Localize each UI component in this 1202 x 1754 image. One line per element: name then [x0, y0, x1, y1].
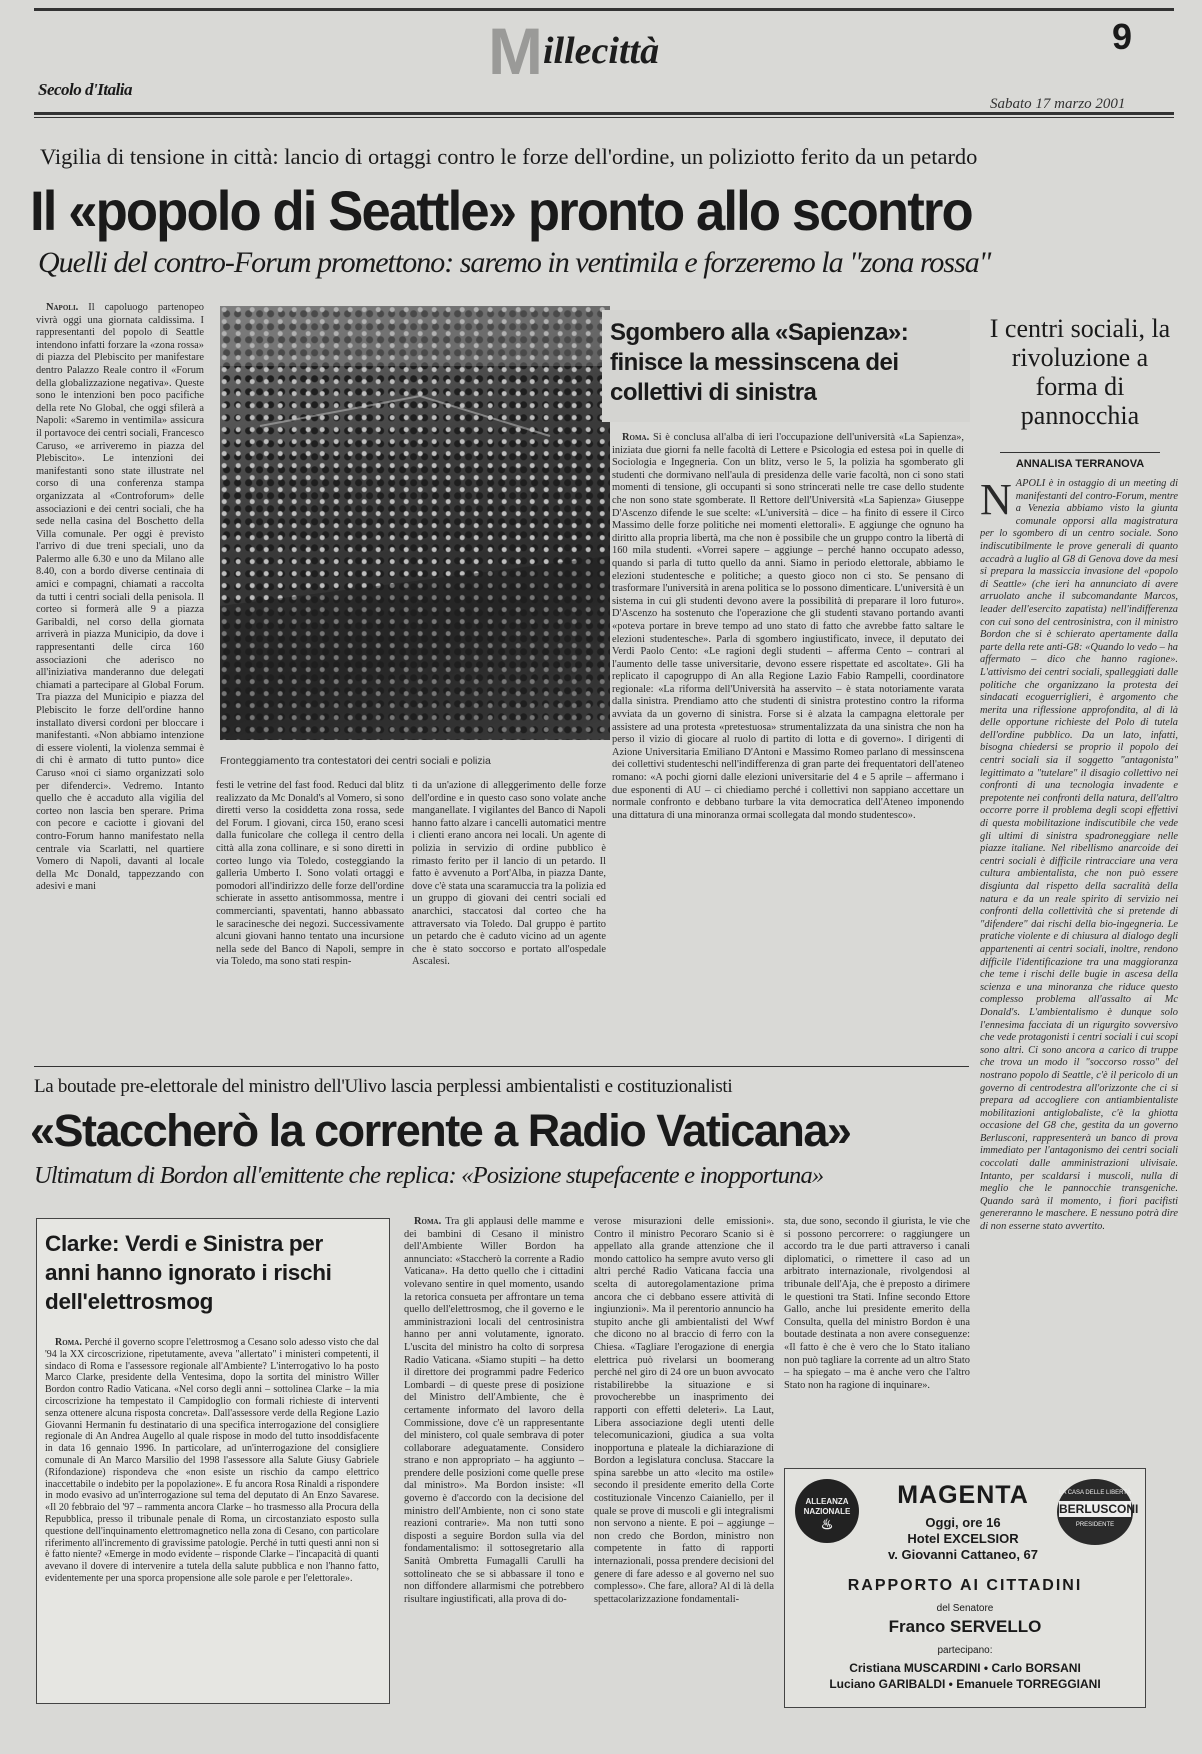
ad-venue: Hotel EXCELSIOR — [907, 1531, 1019, 1546]
section-title — [488, 14, 660, 88]
crowd-illustration — [220, 306, 610, 740]
ad-address: v. Giovanni Cattaneo, 67 — [887, 1547, 1039, 1562]
lead-column-2 — [216, 780, 404, 1054]
lead-body-3: ti da un'azione di alleggerimento delle forze dell'ordine e in questo caso sono volate anche manganellate. I vigilantes del Banco di Napoli hanno fatto alzare i cancelli automatici mentre i clienti erano ancora nei locali. Un agente di polizia in servizio di ordine pubblico è rimasto ferito per il lancio di un petardo. Il fatto è avvenuto a Port'Alba, in piazza Dante, dove c'è stata una scaramuccia tra la polizia ed un gruppo di giovani dei centri sociali ed anarchici, staccatosi dal corteo che ha attraversato via Toledo. Dal gruppo è partito un petardo che è caduto vicino ad un agente che è stato soccorso e portato all'ospedale Ascalesi. — [412, 780, 606, 968]
advertisement — [784, 1468, 1146, 1708]
lead-photo — [220, 306, 610, 740]
ad-when: Oggi, ore 16 — [925, 1515, 1001, 1530]
vaticana-body-2: verose misurazioni delle emissioni». Contro il ministro Pecoraro Scanio si è appellato alla grande attenzione che il mondo cattolico ha sempre avuto verso gli altri perché Radio Vaticana faccia una scelta di autoregolamentazione prima ancora che ci debbano essere attività di ingiunzioni». Ma il perentorio annuncio ha stupito anche gli ambientalisti del Wwf che dicono no al braccio di ferro con la Chiesa. «Tagliare l'erogazione di energia elettrica può rivelarsi un boomerang perché nel giro di 24 ore un buon avvocato ristabilirebbe la situazione e si provocherebbe un inasprimento dei rapporti con effetti deleteri». La Laut, Libera associazione degli utenti delle telecomunicazioni, giudica a sua volta inopportuna e plateale la dichiarazione di Bordon a legislatura conclusa. Staccare la spina sarebbe un atto «lecito ma ostile» secondo il presidente emerito della Corte costituzionale Vincenzo Caianiello, per il quale se prove di muscoli e gli integralismi non servono a niente. E poi – aggiunge – non credo che Bordon, ministro non competente in fatto di rapporti internazionali, possa prendere decisioni del genere di fare adesso e al governo nel suo complesso». Che fare, allora? Al di là della spettacolarizzazione fondamentali- — [594, 1216, 774, 1605]
section-letter: M — [488, 14, 543, 88]
vaticana-body-1: Tra gli applausi delle mamme e dei bambini di Cesano il ministro dell'Ambiente Willer Bordon ha annunciato: «Staccherò la corrente a Radio Vaticana». Ha detto quello che i cittadini volevano sentire in quel momento, usando la retorica consueta per affrontare un tema quello dell'elettrosmog, che il governo e le amministrazioni locali del centrosinistra hanno per anni volutamente, ignorato. L'uscita del ministro ha colto di sorpresa Radio Vaticana. «Siamo stupiti – ha detto il direttore dei programmi padre Federico Lombardi – di queste prese di posizione del Ministro dell'Ambiente, che è certamente informato del lavoro della Commissione, dove c'è un rappresentante del ministero, col quale sembrava di poter collaborare adeguatamente. Considero strano e non appropriato – ha aggiunto – prendere delle posizioni come quelle prese dal ministro». Ma Bordon insiste: «Il governo è d'accordo con la decisione del ministro dell'Ambiente, non ci sono state reazioni contrarie». Ma non tutti sono disposti a seguire Bordon sulla via del fondamentalismo: il sottosegretario alla Sanità Ombretta Fumagalli Carulli ha sottolineato che se si abbassare il tono e non diffondere allarmismi che potrebbero risultare ingiustificati, alla prova di do- — [404, 1216, 584, 1605]
lead-body-1: Il capoluogo partenopeo vivrà oggi una giornata caldissima. I rappresentanti del popolo di Seattle intendono infatti forzare la «zona rossa» di piazza del Plebiscito per manifestare dentro Palazzo Reale contro il «Forum della globalizzazione negativa». Queste sono le intenzioni ben poco pacifiche della rete No Global, che oggi sfilerà a Napoli: «Saremo in ventimila» assicura il portavoce dei centri sociali, Francesco Caruso, «e arriveremo in piazza del Plebiscito». Le intenzioni dei manifestanti sono state illustrate nel corso di una conferenza stampa organizzata al «Controforum» delle associazioni e dei centri sociali, che ha sede nella casina del Boschetto della Villa comunale. Per oggi è previsto l'arrivo di due treni speciali, uno da Palermo alle 6.30 e uno da Milano alle 8.40, con a bordo diverse centinaia di amici e compagni, chiamati a raccolta da tutti i centri sociali della penisola. Il corteo si formerà alle 9 a piazza Garibaldi, nel corso della giornata arriverà in piazza Municipio, da dove i rappresentanti delle circa 160 associazioni che aderisco no all'iniziativa manderanno due delegati chiamati a partecipare al Global Forum. Tra piazza del Municipio e piazza del Plebiscito le forze dell'ordine hanno installato diversi cordoni per bloccare i manifestanti. «Non abbiamo intenzione di essere violenti, la violenza semmai è di chi è armato di tutto punto» dice Caruso «noi ci siamo organizzati solo per difenderci». Vedremo. Intanto quello che è accaduto alla vigilia del corteo non lascia ben sperare. Prima con pecore e caciotte i giovani del contro-Forum hanno manifestato nella centrale via Scarlatti, nel quartiere Vomero di Napoli, davanti al locale della Mc Donald, tappezzando con adesivi e mani — [36, 302, 204, 893]
ad-participants-2: Luciano GARIBALDI • Emanuele TORREGGIANI — [829, 1677, 1101, 1691]
berlusconi-logo-name: BERLUSCONI — [1059, 1502, 1139, 1516]
an-logo-bottom: NAZIONALE — [803, 1507, 851, 1516]
ad-city: MAGENTA — [897, 1481, 1029, 1509]
elettrosmog-box — [36, 1218, 390, 1704]
elettrosmog-dateline: Roma. — [55, 1337, 82, 1348]
vaticana-subhead: Ultimatum di Bordon all'emittente che replica: «Posizione stupefacente e inopportuna» — [34, 1162, 824, 1189]
lead-column-1 — [36, 302, 204, 1054]
vaticana-dateline: Roma. — [414, 1216, 442, 1227]
elettrosmog-body-column — [45, 1337, 379, 1697]
ad-participants-1: Cristiana MUSCARDINI • Carlo BORSANI — [849, 1661, 1081, 1675]
masthead-rule-2 — [34, 117, 1174, 118]
mid-rule — [34, 1066, 969, 1067]
sapienza-dateline: Roma. — [622, 432, 650, 443]
berlusconi-logo-bottom: PRESIDENTE — [1075, 1522, 1115, 1528]
vaticana-column-1 — [404, 1216, 584, 1692]
lead-dateline: Napoli. — [46, 302, 79, 313]
lead-column-3 — [412, 780, 606, 1054]
editorial-rule — [1000, 452, 1160, 453]
ad-title: RAPPORTO AI CITTADINI — [847, 1577, 1083, 1594]
sapienza-body-column — [612, 432, 964, 1042]
top-rule — [34, 8, 1174, 11]
vaticana-headline: «Staccherò la corrente a Radio Vaticana» — [30, 1105, 851, 1156]
berlusconi-logo-top: LA CASA DELLE LIBERTÀ — [1059, 1490, 1131, 1496]
elettrosmog-body: Perché il governo scopre l'elettrosmog a Cesano solo adesso visto che dal '94 la XX circoscrizione, ripetutamente, aveva "allertato" i ministeri competenti, il sindaco di Roma e l'assessore regionale all'Ambiente? L'interrogativo lo ha posto Marco Clarke, presidente della Ventesima, dopo la sortita del ministro Willer Bordon contro Radio Vaticana. «Nel corso degli anni – sottolinea Clarke – la mia circoscrizione ha tempestato il Campidoglio con formali richieste di interventi senza ottenere alcuna risposta concreta». Dall'assessore verde della Regione Lazio Giovanni Hermanin fu destinatario di una specifica interrogazione del consigliere regionale di An Andrea Augello al quale rispose in modo del tutto insoddisfacente in data 16 gennaio 1996. In particolare, ad un'interrogazione del consigliere comunale di An Marco Marsilio del 1998 l'assessore alla Salute Giusy Gabriele (Rifondazione) rispondeva che «non esiste un rischio da campo elettrico inaccettabile o indebito per la popolazione». E fu ancora Rosa Rinaldi a rispondere in modo evasivo ad un'interrogazione sul tema del deputato di An Enzo Savarese. «Il 20 febbraio del '97 – rammenta ancora Clarke – ho trasmesso alla Procura della Repubblica, presso il tribunale penale di Roma, un circostanziato esposto sulla questione dell'inquinamento elettromagnetico nella zona di Cesano, con particolare riferimento all'incremento di gravissime patologie. Perché in tutti questi anni non si è fatto niente? «Emerge in modo evidente – risponde Clarke – l'incapacità di quanti avevano il dovere di intervenire a tutela della salute pubblica e non l'hanno fatto, evidentemente per una sporca propensione alle sole parole e per l'elettorale». — [45, 1337, 379, 1584]
vaticana-column-3 — [784, 1216, 970, 1448]
vaticana-column-2 — [594, 1216, 774, 1692]
ad-by-label: del Senatore — [936, 1603, 994, 1614]
ad-senator: Franco SERVELLO — [888, 1617, 1042, 1636]
an-logo: ALLEANZA NAZIONALE ♨ — [795, 1479, 859, 1543]
editorial-author: ANNALISA TERRANOVA — [1015, 458, 1145, 470]
lead-subhead: Quelli del contro-Forum promettono: saremo in ventimila e forzeremo la "zona rossa" — [38, 246, 991, 279]
sapienza-body: Si è conclusa all'alba di ieri l'occupazione dell'università «La Sapienza», iniziata due giorni fa nelle facoltà di Lettere e Psicologia ed estesa poi in quelle di Sociologia e Ingegneria. Con un blitz, verso le 5, la polizia ha sgomberato gli studenti che dormivano nell'aula di presidenza delle varie facoltà, non ci sono stati momenti di tensione, gli occupanti si sono strinceratì nelle tre case dello studente che non sono state sgomberate. Il Rettore dell'Università «La Sapienza» Giuseppe D'Ascenzo difende le sue scelte: «L'università – dice – ha finito di essere il Circo Massimo delle forze politiche nei momenti elettorali». E aggiunge che ognuno ha diritto alla propria libertà, ma che non è possibile che un gruppo contro la libertà di 160 mila studenti. «Vorrei sapere – aggiunge – perché hanno occupato adesso, quando si parla di tutto quello da anni. Siamo in periodo elettorale, abbiamo le elezioni studentesche e politiche; a questo gioco non ci sto. Se pensano di trasformare l'università in arena politica se lo possono dimenticare. L'università è un sistema in cui gli studenti devono avere la possibilità di preparare il loro futuro». D'Ascenzo ha sostenuto che l'operazione che gli studenti stavano portando avanti «poteva portare in breve tempo ad uno stato di fatto che avrebbe fatto saltare le elezioni studentesche». Parla di sgombero ingiustificato, invece, il deputato dei Verdi Paolo Cento: «Le ragioni degli studenti – afferma Cento – contrari al l'aumento delle tasse universitarie, devono essere rispettate ed ascoltate». Gli ha replicato il capogruppo di An alla Regione Lazio Fabio Rampelli, coordinatore regionale: «La riforma dell'Università ha asservito – è stata notoriamente varata dalla sinistra. Prendiamo atto che studenti di sinistra protestino contro la riforma avviata da un governo di sinistra. Forse si è alzata la campagna elettorale per assistere ad una protesta «pretestuosa» strumentalizzata da una sinistra che non ha perso il vizio di giocare al ruolo di partito di lotta e di governo». I dirigenti di Azione Universitaria Emiliano D'Antoni e Massimo Romeo parlano di messinscena dei collettivi studenteschi nell'indifferenza di gran parte dei frequentatori dell'ateneo romano: «A pochi giorni dalle elezioni universitarie del 4 e 5 aprile – affermano i due esponenti di AU – ci chiediamo perché i collettivi non sappiano accettare un normale confronto e debbano turbare la vita democratica dell'Ateneo imponendo una dittatura di una minoranza ormai scollegata dal mondo studentesco». — [612, 432, 964, 821]
editorial-headline: I centri sociali, la rivoluzione a forma di pannocchia — [989, 314, 1171, 430]
ad-participants-label: partecipano: — [937, 1645, 993, 1656]
lead-kicker: Vigilia di tensione in città: lancio di ortaggi contro le forze dell'ordine, un poliziotto ferito da un petardo — [40, 144, 978, 169]
editorial-body: APOLI è in ostaggio di un meeting di manifestanti del contro-Forum, mentre a Venezia abbiamo visto la giunta comunale opporsi alla magistratura per lo sgombero di un centro sociale. Sono indiscutibilmente le prove generali di quanto accadrà a luglio al G8 di Genova dove da mesi si prepara la massiccia invasione del «popolo di Seattle» (che ieri ha annunciato di avere arruolato anche il subcomandante Marcos, leader dell'esercito zapatista) nell'indifferenza con cui sono del centrosinistra, con il ministro Bordon che si è schierato apertamente dalla parte della rete anti-G8: «Quando lo vedo – ha affermato – dico che hanno ragione». L'attivismo dei centri sociali, spalleggiati dalle politiche che organizzano la protesta dei sindacati ecoguerriglieri, è argomento che merita una riflessione approfondita, al di là delle opportune richieste del Polo di tutela dell'ordine pubblico. Da un lato, infatti, bisogna chiedersi se proprio il popolo dei centri sociali sia il soggetto "antagonista" legittimato a "tutelare" il disagio collettivo nei confronti di una tecnologia invadente e prepotente nei confronti della natura, dell'altro occorre porre il problema degli scopi effettivi di questa mobilitazione indiscutibile che vede gli ultimi di sinistra spadroneggiare nelle piazze italiane. Nel ribellismo anarcoide dei centri sociali è difficile rintracciare una vera cultura ambientalista, che non può essere disgiunta dal rispetto della sacralità della natura e da un reale spirito di servizio nei confronti della collettività che si pretende di "difendere" dai rischi della bio-ingegneria. Le pratiche violente e di chiusura al dialogo degli appartenenti ai centri sociali, inoltre, rendono difficile l'identificazione tra una maggioranza che teme i rischi delle bugie in ascesa della scienza e una minoranza che riduce questo complesso problema all'assalto ai Mc Donald's. L'ambientalismo è dunque solo l'ennesima facciata di un rigurgito sovversivo che vede protagonisti i centri sociali i cui scopi sono altri. Ci sono ancora a carico di truppe che trova un modo il "soccorso rosso" del nostrano popolo di Seattle, c'è il pericolo di un governo di centrodestra all'orizzonte che ci si prepara ad accogliere con antiambientaliste mobilitazioni antiglobaliste, c'è la ghiotta occasione del G8 che, gestita da un governo Berlusconi, rappresenterà un banco di prova immediato per l'antagonismo dei centri sociali coccolati dalle amministrazioni ulivisaie. Intanto, per scaldarsi i muscoli, nulla di meglio che le pannocchie transgeniche. Quando sarà il momento, i fiori pacifisti genereranno le maschere. E nessuno potrà dire di non esserne stato avvertito. — [980, 478, 1178, 1233]
elettrosmog-headline: Clarke: Verdi e Sinistra per anni hanno ignorato i rischi dell'elettrosmog — [45, 1231, 332, 1314]
lead-body-2: festi le vetrine del fast food. Reduci dal blitz realizzato da Mc Donald's al Vomero, si sono diretti verso la cosiddetta zona rossa, sede del Forum. I giovani, circa 150, erano scesi dalla funicolare che collega il centro della città alla zona collinare, e si sono diretti in corteo lungo via Toledo, costeggiando la galleria Umberto I. Sono volati ortaggi e pomodori all'indirizzo delle forze dell'ordine schierate in assetto antisommossa, mentre i commercianti, spaventati, hanno abbassato le saracinesche dei negozi. Successivamente alcuni giovani hanno tentato una incursione nella sede del Banco di Napoli, sempre in via Toledo, ma sono stati respin- — [216, 780, 404, 968]
page-number: 9 — [1112, 16, 1133, 57]
vaticana-body-3: sta, due sono, secondo il giurista, le vie che si possono percorrere: o raggiungere un accordo tra le due parti attraverso i canali diplomatici, o rimettere il caso ad un arbitrato internazionale, rivolgendosi al tribunale dell'Aja, che è preposto a dirimere le questioni tra Stati. Infine secondo Ettore Gallo, anche lui presidente emerito della Consulta, quella del ministro Bordon è una boutade destinata a non avere conseguenze: «Il fatto è che è vero che lo Stato italiano non può tagliare la corrente ad un altro Stato – ha spiegato – ma è anche vero che l'altro Stato non ha ragione di inquinare». — [784, 1216, 970, 1391]
paper-name: Secolo d'Italia — [38, 80, 133, 99]
berlusconi-logo — [1057, 1479, 1139, 1545]
sapienza-headline: Sgombero alla «Sapienza»: finisce la messinscena dei collettivi di sinistra — [610, 319, 909, 406]
photo-caption: Fronteggiamento tra contestatori dei centri sociali e polizia — [220, 755, 491, 767]
issue-date: Sabato 17 marzo 2001 — [990, 96, 1126, 112]
masthead-rule-1 — [34, 112, 1174, 115]
section-rest: illecittà — [542, 30, 660, 72]
lead-headline: Il «popolo di Seattle» pronto allo scontro — [30, 179, 972, 242]
drop-cap: N — [980, 478, 1012, 524]
vaticana-kicker: La boutade pre-elettorale del ministro dell'Ulivo lascia perplessi ambientalisti e costituzionalisti — [34, 1076, 733, 1097]
an-logo-top: ALLEANZA — [805, 1497, 849, 1506]
